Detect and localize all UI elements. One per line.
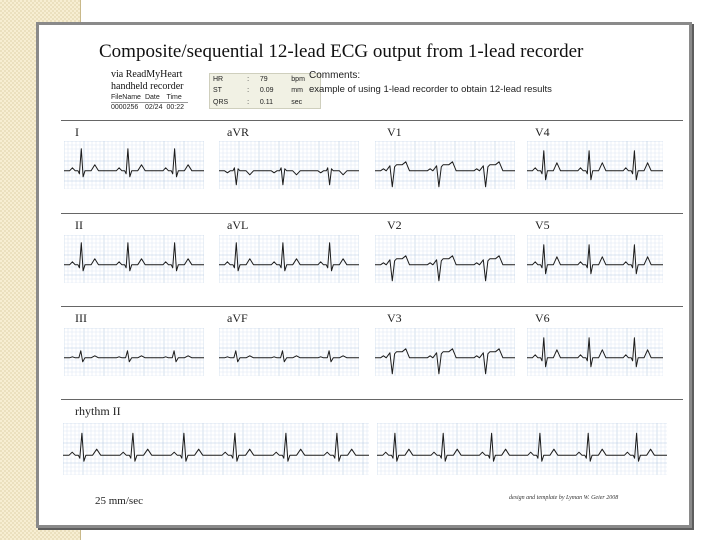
ecg-strip-aVL	[219, 235, 359, 283]
measurement-separator: :	[247, 76, 250, 84]
measurement-row-st	[210, 85, 321, 96]
section-divider	[61, 120, 683, 121]
ecg-strip-III	[64, 328, 204, 376]
file-header-date: Date	[145, 93, 167, 103]
rhythm-label: rhythm II	[75, 404, 121, 418]
measurement-label: QRS	[213, 98, 229, 106]
measurement-value: 79	[259, 76, 268, 84]
file-value-time: 00:22	[166, 104, 185, 111]
device-line-1: via ReadMyHeart	[111, 69, 183, 80]
ecg-rhythm-strip-part-2	[377, 423, 667, 475]
measurement-value: 0.09	[259, 87, 274, 95]
ecg-strip-V3	[375, 328, 515, 376]
lead-label-V6: V6	[535, 311, 550, 325]
measurement-label: ST	[213, 87, 222, 95]
file-value-date: 02/24	[144, 104, 163, 111]
ecg-rhythm-strip-part-1	[63, 423, 369, 475]
report-title: Composite/sequential 12-lead ECG output from 1-lead recorder	[99, 41, 584, 62]
measurement-unit: mm	[291, 87, 303, 95]
file-header-time: Time	[166, 93, 188, 103]
file-value-filename: 0000256	[111, 104, 139, 111]
lead-label-aVR: aVR	[227, 125, 249, 139]
measurement-unit: bpm	[291, 76, 305, 84]
lead-label-V4: V4	[535, 125, 550, 139]
section-divider	[61, 399, 683, 400]
comments-label: Comments:	[309, 70, 361, 81]
lead-label-V2: V2	[387, 218, 402, 232]
device-line-2: handheld recorder	[111, 81, 184, 92]
lead-label-V3: V3	[387, 311, 402, 325]
lead-label-II: II	[75, 218, 83, 232]
lead-label-V1: V1	[387, 125, 402, 139]
file-header-filename: FileName	[111, 93, 145, 103]
comments-text: example of using 1-lead recorder to obtain 12-lead results	[309, 84, 552, 95]
section-divider	[61, 306, 683, 307]
lead-label-V5: V5	[535, 218, 550, 232]
lead-label-III: III	[75, 311, 87, 325]
measurement-row-qrs	[210, 97, 321, 109]
lead-label-I: I	[75, 125, 79, 139]
ecg-strip-V1	[375, 141, 515, 189]
section-divider	[61, 213, 683, 214]
file-info-table	[111, 93, 188, 112]
ecg-strip-V5	[527, 235, 663, 283]
lead-label-aVF: aVF	[227, 311, 248, 325]
lead-label-aVL: aVL	[227, 218, 249, 232]
ecg-strip-II	[64, 235, 204, 283]
measurement-unit: sec	[291, 98, 303, 106]
ecg-strip-V6	[527, 328, 663, 376]
ecg-report-sheet	[36, 22, 692, 528]
template-credit: design and template by Lyman W. Geier 2008	[509, 495, 619, 501]
measurement-value: 0.11	[259, 98, 273, 106]
ecg-strip-aVF	[219, 328, 359, 376]
measurement-row-hr	[210, 74, 321, 86]
measurement-separator: :	[247, 87, 250, 95]
measurements-box	[209, 73, 321, 109]
paper-speed: 25 mm/sec	[95, 495, 143, 507]
ecg-strip-aVR	[219, 141, 359, 189]
ecg-strip-I	[64, 141, 204, 189]
device-info	[111, 69, 183, 93]
measurement-separator: :	[247, 98, 250, 106]
ecg-strip-V4	[527, 141, 663, 189]
measurement-label: HR	[213, 76, 224, 84]
ecg-strip-V2	[375, 235, 515, 283]
